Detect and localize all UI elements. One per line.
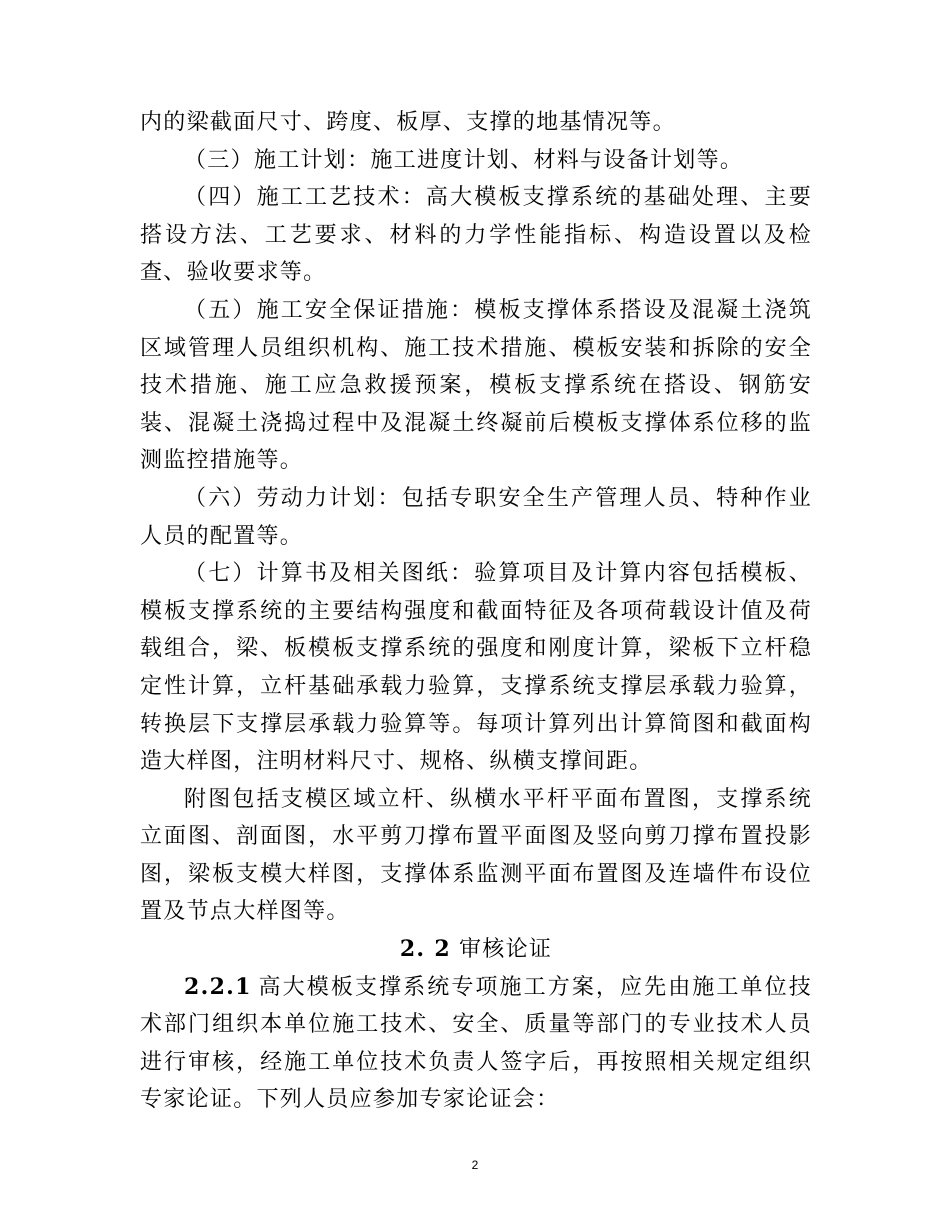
paragraph-labor-plan: （六）劳动力计划：包括专职安全生产管理人员、特种作业人员的配置等。 bbox=[140, 485, 812, 549]
page-number: 2 bbox=[471, 1158, 479, 1172]
paragraph-calculations: （七）计算书及相关图纸：验算项目及计算内容包括模板、模板支撑系统的主要结构强度和截面特征及各项荷载设计值及荷载组合，梁、板模板支撑系统的强度和刚度计算，梁板下立杆稳定性计算，立杆基础承载力验算，支撑系统支撑层承载力验算，转换层下支撑层承载力验算等。每项计算列出计算简图和截面构造大样图，注明材料尺寸、规格、纵横支撑间距。 bbox=[140, 561, 812, 775]
document-body bbox=[140, 104, 812, 1119]
paragraph-attached-drawings: 附图包括支模区域立杆、纵横水平杆平面布置图，支撑系统立面图、剖面图，水平剪刀撑布置平面图及竖向剪刀撑布置投影图，梁板支模大样图，支撑体系监测平面布置图及连墙件布设位置及节点大样图等。 bbox=[140, 786, 812, 925]
section-number: 2. 2 bbox=[399, 936, 451, 963]
clause-number: 2.2.1 bbox=[184, 973, 252, 1000]
paragraph-process-technology: （四）施工工艺技术：高大模板支撑系统的基础处理、主要搭设方法、工艺要求、材料的力学性能指标、构造设置以及检查、验收要求等。 bbox=[140, 185, 812, 286]
paragraph-construction-plan: （三）施工计划：施工进度计划、材料与设备计划等。 bbox=[184, 147, 744, 173]
paragraph-safety-measures: （五）施工安全保证措施：模板支撑体系搭设及混凝土浇筑区域管理人员组织机构、施工技术措施、模板安装和拆除的安全技术措施、施工应急救援预案，模板支撑系统在搭设、钢筋安装、混凝土浇捣过程中及混凝土终凝前后模板支撑体系位移的监测监控措施等。 bbox=[140, 297, 812, 474]
clause-paragraph bbox=[140, 969, 812, 1119]
clause-text: 高大模板支撑系统专项施工方案，应先由施工单位技术部门组织本单位施工技术、安全、质量等部门的专业技术人员进行审核，经施工单位技术负责人签字后，再按照相关规定组织专家论证。下列人员应参加专家论证会： bbox=[140, 974, 812, 1113]
section-heading bbox=[140, 931, 812, 969]
paragraph-continuation: 内的梁截面尺寸、跨度、板厚、支撑的地基情况等。 bbox=[140, 110, 676, 135]
section-title: 审核论证 bbox=[458, 937, 553, 963]
